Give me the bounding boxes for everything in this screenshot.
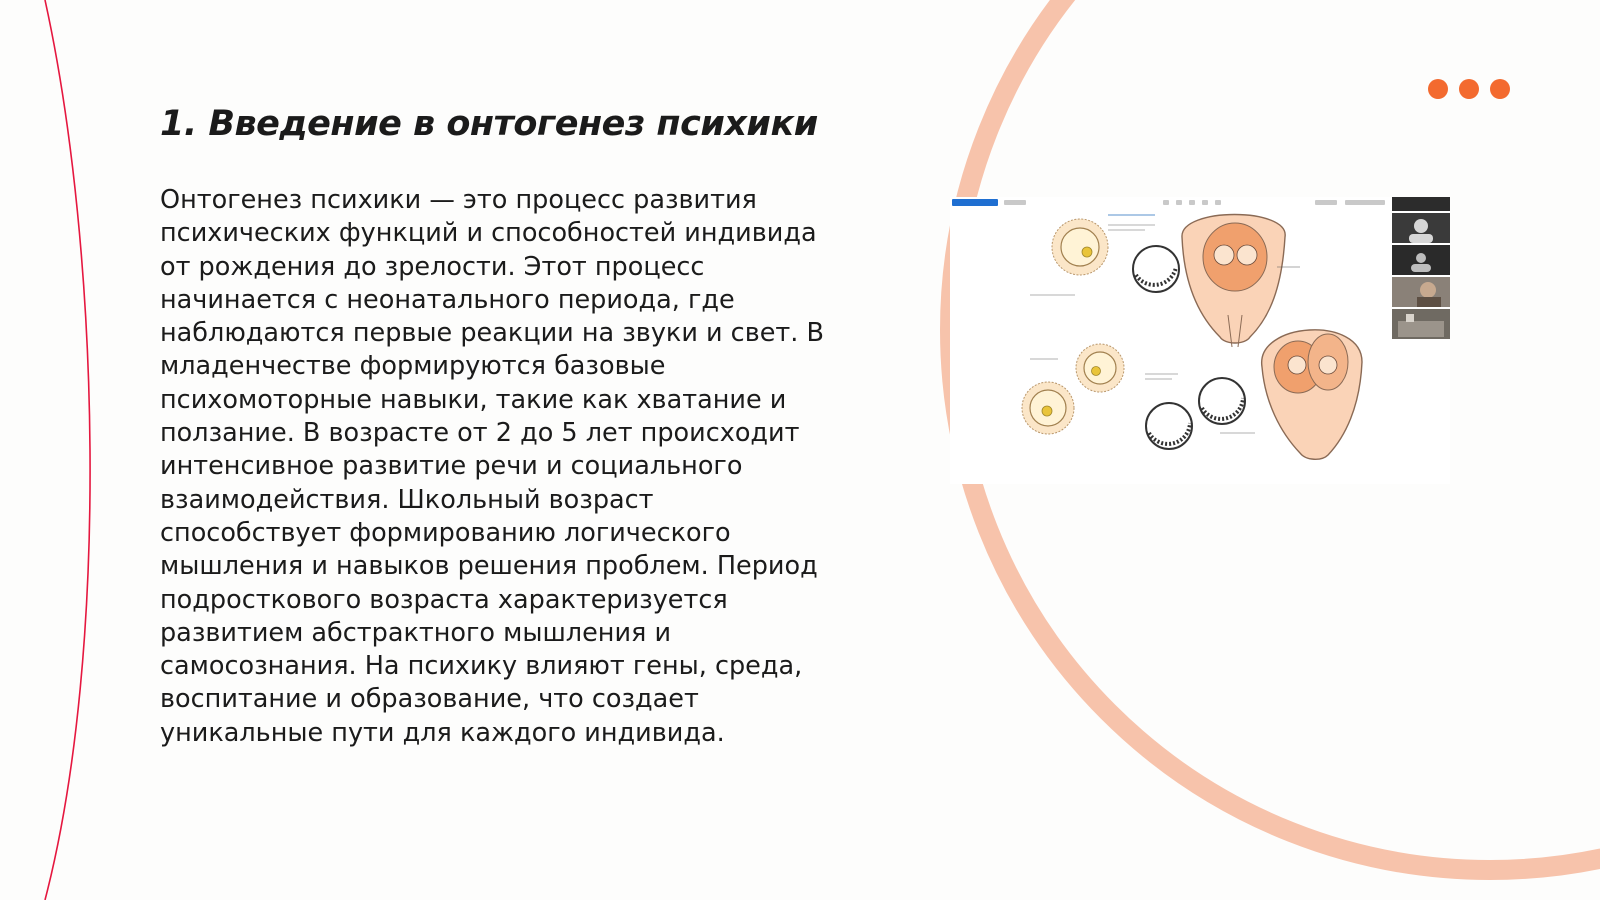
paragraph-line: начинается с неонатального периода, где: [160, 284, 735, 315]
paragraph-line: интенсивное развитие речи и социального: [160, 451, 743, 482]
paragraph-line: подросткового возраста характеризуется: [160, 584, 728, 615]
egg-cell-icon: [1052, 219, 1108, 275]
uterus-icon: [1182, 215, 1285, 348]
paragraph-line: взаимодействия. Школьный возраст: [160, 484, 654, 515]
embedded-screenshot: [950, 197, 1450, 484]
morula-icon: [1146, 403, 1192, 449]
participant-strip: [1392, 197, 1450, 349]
paragraph-line: мышления и навыков решения проблем. Период: [160, 551, 818, 582]
morula-icon: [1133, 246, 1179, 292]
uterus-icon: [1262, 330, 1362, 459]
webcam-person-icon: [1392, 277, 1450, 307]
participant-tile: [1392, 309, 1450, 339]
paragraph-line: развитием абстрактного мышления и: [160, 617, 672, 648]
paragraph-line: уникальные пути для каждого индивида.: [160, 717, 725, 748]
egg-cell-icon: [1022, 382, 1074, 434]
paragraph-line: психомоторные навыки, такие как хватание и: [160, 384, 787, 415]
paragraph-line: самосознания. На психику влияют гены, среда,: [160, 651, 803, 682]
paragraph-line: наблюдаются первые реакции на звуки и свет. В: [160, 318, 824, 349]
participant-tile: [1392, 245, 1450, 275]
avatar-icon: [1392, 245, 1450, 275]
orange-dot: [1459, 79, 1479, 99]
webcam-room-icon: [1392, 309, 1450, 339]
paragraph-line: способствует формированию логического: [160, 517, 731, 548]
paragraph-line: от рождения до зрелости. Этот процесс: [160, 251, 705, 282]
participant-tile: [1392, 213, 1450, 243]
paragraph-line: Онтогенез психики — это процесс развития: [160, 185, 757, 215]
avatar-icon: [1392, 213, 1450, 243]
paragraph-line: воспитание и образование, что создает: [160, 684, 699, 715]
egg-cell-icon: [1076, 344, 1124, 392]
slide-paragraph: [160, 184, 860, 750]
paragraph-line: младенчестве формируются базовые: [160, 351, 666, 382]
left-red-curve: [45, 0, 90, 900]
embryo-development-diagram-icon: [950, 197, 1450, 484]
paragraph-line: психических функций и способностей индивида: [160, 218, 817, 249]
participant-tile: [1392, 277, 1450, 307]
orange-dot: [1428, 79, 1448, 99]
paragraph-line: ползание. В возрасте от 2 до 5 лет происходит: [160, 418, 800, 449]
orange-dot: [1490, 79, 1510, 99]
participant-tile: [1392, 197, 1450, 211]
menu-dots-icon: [1428, 79, 1510, 99]
slide-title: 1. Введение в онтогенез психики: [160, 104, 818, 144]
morula-icon: [1199, 378, 1245, 424]
